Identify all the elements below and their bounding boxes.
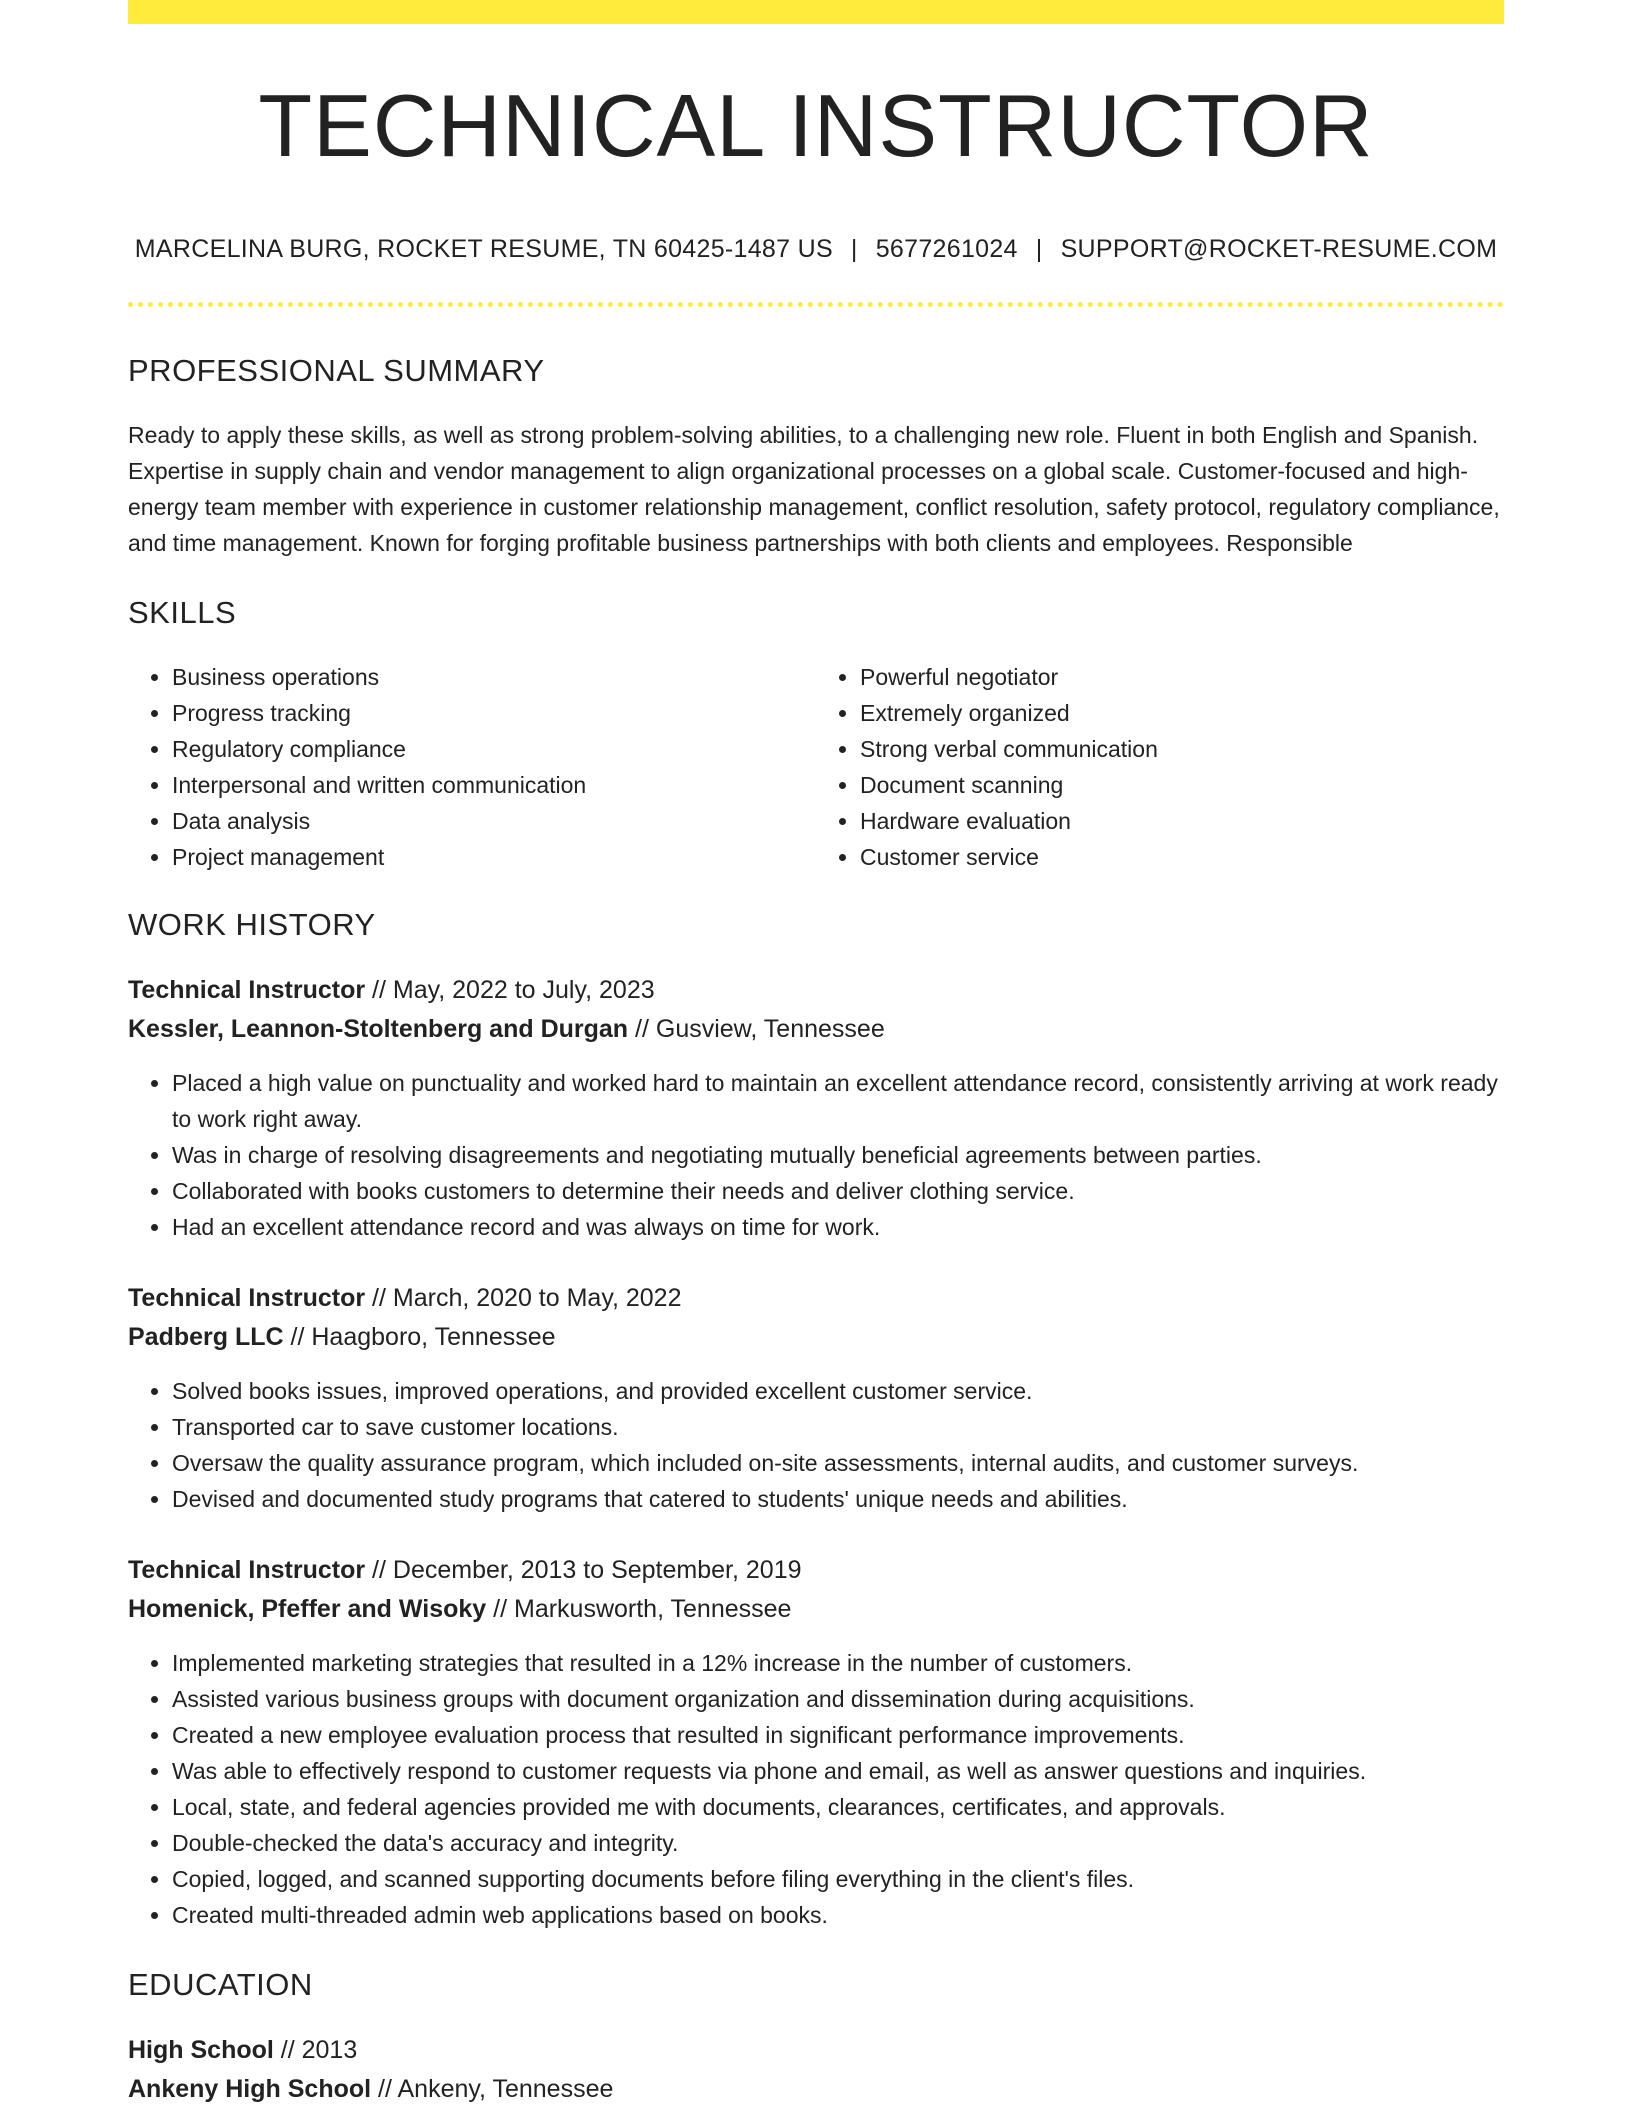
job-dates: December, 2013 to September, 2019 bbox=[392, 1555, 802, 1584]
date-separator: // bbox=[365, 1555, 393, 1584]
job-entry bbox=[128, 1279, 1504, 1517]
job-title: Technical Instructor bbox=[128, 975, 366, 1004]
skill-item: • Interpersonal and written communication bbox=[172, 767, 816, 803]
job-company-line bbox=[128, 1318, 1504, 1357]
job-title-line bbox=[128, 1279, 1504, 1318]
job-title: Technical Instructor bbox=[128, 1283, 366, 1312]
skill-item: • Extremely organized bbox=[860, 695, 1504, 731]
job-bullet: • Created multi-threaded admin web applications based on books. bbox=[172, 1897, 1504, 1933]
skill-item: • Hardware evaluation bbox=[860, 803, 1504, 839]
job-company: Homenick, Pfeffer and Wisoky bbox=[128, 1594, 487, 1623]
skills-column-right bbox=[816, 659, 1504, 875]
skill-item: • Strong verbal communication bbox=[860, 731, 1504, 767]
job-dates: May, 2022 to July, 2023 bbox=[392, 975, 655, 1004]
job-bullet: • Transported car to save customer locations. bbox=[172, 1409, 1504, 1445]
skill-item: • Document scanning bbox=[860, 767, 1504, 803]
job-bullet: • Local, state, and federal agencies provided me with documents, clearances, certificates, and approvals. bbox=[172, 1789, 1504, 1825]
summary-heading: PROFESSIONAL SUMMARY bbox=[128, 352, 545, 388]
job-bullet: • Collaborated with books customers to determine their needs and deliver clothing service. bbox=[172, 1173, 1504, 1209]
job-location: Gusview, Tennessee bbox=[655, 1014, 885, 1043]
location-separator: // bbox=[283, 1322, 312, 1351]
job-entry bbox=[128, 1551, 1504, 1933]
job-bullet: • Was able to effectively respond to customer requests via phone and email, as well as answer questions and inquiries. bbox=[172, 1753, 1504, 1789]
job-bullet: • Double-checked the data's accuracy and integrity. bbox=[172, 1825, 1504, 1861]
job-company-line bbox=[128, 1010, 1504, 1049]
job-title-line bbox=[128, 1551, 1504, 1590]
contact-phone: 5677261024 bbox=[875, 234, 1018, 263]
job-bullet: • Implemented marketing strategies that resulted in a 12% increase in the number of customers. bbox=[172, 1645, 1504, 1681]
job-bullet: • Placed a high value on punctuality and worked hard to maintain an excellent attendance record, consistently arriving at work ready to work right away. bbox=[172, 1065, 1504, 1137]
contact-email: SUPPORT@ROCKET-RESUME.COM bbox=[1060, 234, 1498, 263]
resume-page bbox=[128, 0, 1504, 2109]
skill-item: • Regulatory compliance bbox=[172, 731, 816, 767]
skill-item: • Progress tracking bbox=[172, 695, 816, 731]
education-school-line bbox=[128, 2070, 1504, 2109]
job-company: Padberg LLC bbox=[128, 1322, 284, 1351]
contact-separator: | bbox=[1035, 234, 1043, 263]
job-bullet: • Was in charge of resolving disagreements and negotiating mutually beneficial agreements between parties. bbox=[172, 1137, 1504, 1173]
job-dates: March, 2020 to May, 2022 bbox=[392, 1283, 682, 1312]
contact-line bbox=[128, 235, 1504, 264]
contact-address: MARCELINA BURG, ROCKET RESUME, TN 60425-1487 US bbox=[134, 234, 833, 263]
job-company: Kessler, Leannon-Stoltenberg and Durgan bbox=[128, 1014, 629, 1043]
location-separator: // bbox=[628, 1014, 656, 1043]
skills-grid bbox=[128, 659, 1504, 875]
education-location: Ankeny, Tennessee bbox=[397, 2074, 614, 2103]
job-bullet: • Assisted various business groups with document organization and dissemination during acquisitions. bbox=[172, 1681, 1504, 1717]
date-separator: // bbox=[273, 2035, 302, 2064]
job-location: Haagboro, Tennessee bbox=[311, 1322, 556, 1351]
work-history-heading: WORK HISTORY bbox=[128, 906, 376, 942]
job-bullet: • Copied, logged, and scanned supporting documents before filing everything in the client's files. bbox=[172, 1861, 1504, 1897]
contact-separator: | bbox=[850, 234, 858, 263]
date-separator: // bbox=[365, 1283, 393, 1312]
skill-item: • Project management bbox=[172, 839, 816, 875]
job-entry bbox=[128, 971, 1504, 1245]
education-year: 2013 bbox=[301, 2035, 358, 2064]
resume-title: TECHNICAL INSTRUCTOR bbox=[258, 76, 1374, 175]
job-company-line bbox=[128, 1590, 1504, 1629]
job-bullet: • Devised and documented study programs that catered to students' unique needs and abilities. bbox=[172, 1481, 1504, 1517]
job-bullet: • Had an excellent attendance record and was always on time for work. bbox=[172, 1209, 1504, 1245]
location-separator: // bbox=[486, 1594, 514, 1623]
skills-heading: SKILLS bbox=[128, 594, 237, 630]
job-location: Markusworth, Tennessee bbox=[514, 1594, 792, 1623]
job-bullet: • Solved books issues, improved operations, and provided excellent customer service. bbox=[172, 1373, 1504, 1409]
education-school: Ankeny High School bbox=[128, 2074, 372, 2103]
job-title: Technical Instructor bbox=[128, 1555, 366, 1584]
job-title-line bbox=[128, 971, 1504, 1010]
education-degree: High School bbox=[128, 2035, 274, 2064]
dotted-divider bbox=[128, 302, 1504, 307]
job-bullet: • Oversaw the quality assurance program, which included on-site assessments, internal audits, and customer surveys. bbox=[172, 1445, 1504, 1481]
education-degree-line bbox=[128, 2031, 1504, 2070]
job-bullet: • Created a new employee evaluation process that resulted in significant performance improvements. bbox=[172, 1717, 1504, 1753]
skill-item: • Data analysis bbox=[172, 803, 816, 839]
location-separator: // bbox=[371, 2074, 398, 2103]
date-separator: // bbox=[365, 975, 393, 1004]
education-heading: EDUCATION bbox=[128, 1966, 313, 2002]
skills-column-left bbox=[128, 659, 816, 875]
summary-text: Ready to apply these skills, as well as strong problem-solving abilities, to a challenging new role. Fluent in both English and Spanish. Expertise in supply chain and vendor management to align organizational processes on a global scale. Customer-focused and high-energy team member with experience in customer relationship management, conflict resolution, safety protocol, regulatory compliance, and time management. Known for forging profitable business partnerships with both clients and employees. Responsible bbox=[128, 421, 1500, 556]
accent-top-bar bbox=[128, 0, 1504, 24]
skill-item: • Customer service bbox=[860, 839, 1504, 875]
skill-item: • Business operations bbox=[172, 659, 816, 695]
skill-item: • Powerful negotiator bbox=[860, 659, 1504, 695]
